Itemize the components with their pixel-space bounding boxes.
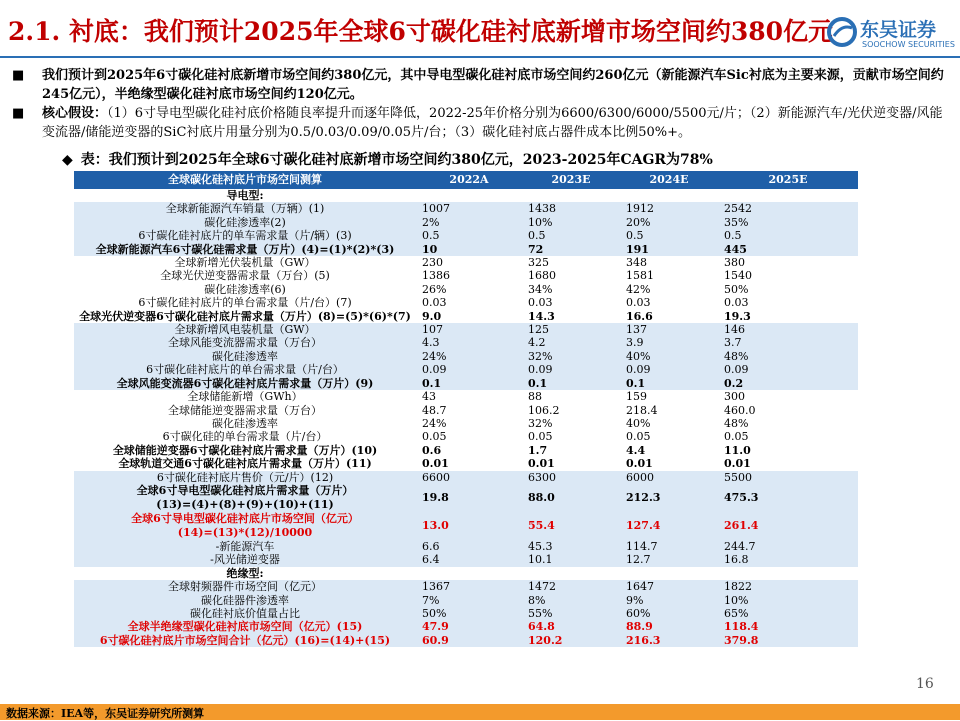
value-cell: 10% [718,594,858,607]
table-row [74,404,858,417]
value-cell: 6.4 [416,553,522,566]
value-cell: 1386 [422,269,450,283]
bullet-list [8,66,948,142]
value-cell: 5500 [718,471,858,484]
bullet-text: 我们预计到2025年6寸碳化硅衬底新增市场空间约380亿元，其中导电型碳化硅衬底市场空间约260亿元（新能源汽车Sic衬底为主要来源，贡献市场空间约245亿元），半绝缘型碳化硅衬底市场空间约120亿元。 [42,68,944,102]
value-cell: 3.9 [620,336,718,349]
page-number: 16 [916,676,934,692]
value-cell: 0.01 [724,457,751,471]
row-label-cell: 6寸碳化硅衬底片的单车需求量（片/辆）(3) [74,229,416,242]
value-cell: 0.05 [528,430,553,444]
value-cell: 1472 [522,580,620,593]
logo-name: 东吴证券 [860,19,937,41]
row-label-cell: 全球6寸导电型碳化硅衬底片市场空间（亿元） (14)=(13)*(12)/10000 [74,512,416,540]
value-cell: 16.6 [626,309,653,323]
row-label-cell: 6寸碳化硅衬底片市场空间合计（亿元）(16)=(14)+(15) [74,634,416,647]
header-cell: 全球碳化硅衬底片市场空间测算 [74,171,416,189]
value-cell: 1438 [522,202,620,215]
value-cell: 32% [522,350,620,363]
value-cell: 106.2 [528,403,560,417]
row-label-cell: 6寸碳化硅衬底片售价（元/片）(12) [74,471,416,484]
bullet-square-icon: ■ [12,68,25,83]
value-cell: 60.9 [416,634,522,647]
value-cell: 47.9 [416,620,522,633]
table-row [74,512,858,540]
value-cell: 6600 [416,471,522,484]
value-cell: 0.01 [626,457,653,471]
value-cell: 13.0 [416,512,522,540]
value-cell: 6000 [620,471,718,484]
table-row [74,620,858,633]
row-label-cell: 碳化硅渗透率 [74,350,416,363]
table-row [74,243,858,256]
table-row [74,430,858,443]
value-cell: 10.1 [522,553,620,566]
row-label-cell: 碳化硅渗透率(6) [204,282,286,296]
value-cell: 1822 [718,580,858,593]
value-cell: 191 [620,243,718,256]
value-cell: 48.7 [422,403,447,417]
value-cell: 216.3 [620,634,718,647]
value-cell: 7% [416,594,522,607]
value-cell: 9% [620,594,718,607]
value-cell: 50% [724,282,749,296]
value-cell: 212.3 [620,484,718,512]
value-cell: 4.4 [626,443,646,457]
row-label-cell: 全球新能源汽车销量（万辆）(1) [74,202,416,215]
table-row [74,457,858,470]
value-cell: 10% [522,216,620,229]
table-row [74,229,858,242]
value-cell: 20% [620,216,718,229]
row-label-cell: 全球储能逆变器需求量（万台） [168,403,322,417]
value-cell: 3.7 [718,336,858,349]
value-cell [718,189,858,202]
value-cell [718,567,858,580]
value-cell: 35% [718,216,858,229]
value-cell: 0.5 [416,229,522,242]
page-title: 2.1. 衬底：我们预计2025年全球6寸碳化硅衬底新增市场空间约380亿元 [8,17,834,46]
value-cell: 65% [718,607,858,620]
bullet-item [8,66,948,104]
value-cell: 0.1 [522,377,620,390]
value-cell: 348 [626,256,647,270]
value-cell: 45.3 [522,540,620,553]
value-cell: 0.09 [620,363,718,376]
value-cell: 0.09 [522,363,620,376]
table-row [74,269,858,282]
table-row [74,553,858,566]
table-row [74,336,858,349]
value-cell: 0.01 [528,457,555,471]
value-cell: 261.4 [718,512,858,540]
value-cell: 2542 [718,202,858,215]
source-note: 数据来源：IEA等，东吴证券研究所测算 [6,707,205,720]
table-row [74,390,858,403]
table-row [74,484,858,512]
row-label-cell: -新能源汽车 [74,540,416,553]
row-label-cell: 导电型: [226,189,264,202]
value-cell: 42% [626,282,651,296]
value-cell: 159 [626,390,647,404]
value-cell: 24% [422,416,447,430]
company-logo [826,14,956,54]
row-label-cell: 全球新增光伏装机量（GW） [174,256,316,270]
value-cell: 460.0 [724,403,756,417]
value-cell: 118.4 [718,620,858,633]
value-cell: 230 [422,256,443,270]
row-label-cell: 全球风能变流器6寸碳化硅衬底片需求量（万片）(9) [74,377,416,390]
table-row [74,594,858,607]
bullet-item [8,104,948,142]
bullet-lead: 核心假设： [42,106,108,121]
value-cell: 0.03 [528,296,553,310]
value-cell: 300 [724,390,745,404]
table-row [74,216,858,229]
value-cell [522,567,620,580]
value-cell: 60% [620,607,718,620]
value-cell: 1581 [626,269,654,283]
value-cell [522,189,620,202]
header-cell: 2025E [718,171,858,189]
row-label-cell: 碳化硅衬底价值量占比 [74,607,416,620]
row-label-cell: 碳化硅器件渗透率 [74,594,416,607]
value-cell: 127.4 [620,512,718,540]
row-label-cell: 全球新增风电装机量（GW） [74,323,416,336]
value-cell: 325 [528,256,549,270]
value-cell: 4.3 [416,336,522,349]
value-cell: 379.8 [718,634,858,647]
table-row [74,363,858,376]
table-row [74,540,858,553]
value-cell: 1.7 [528,443,548,457]
row-label-cell: 绝缘型: [226,566,264,580]
row-label-cell: 6寸碳化硅衬底片的单台需求量（片/台）(7) [138,296,352,310]
row-label-cell: 碳化硅渗透率 [212,416,278,430]
value-cell: 1367 [416,580,522,593]
value-cell: 34% [528,282,553,296]
header-cell: 2024E [620,171,718,189]
value-cell: 55% [522,607,620,620]
row-label-cell: 全球射频器件市场空间（亿元） [74,580,416,593]
row-label-cell: 全球轨道交通6寸碳化硅衬底片需求量（万片）(11) [118,457,372,471]
value-cell: 244.7 [718,540,858,553]
value-cell: 0.6 [422,443,442,457]
value-cell: 88 [528,390,542,404]
logo-mark-icon [826,16,858,48]
table-row [74,471,858,484]
table-row [74,283,858,296]
value-cell: 114.7 [620,540,718,553]
value-cell: 43 [422,390,436,404]
value-cell: 12.7 [620,553,718,566]
value-cell: 0.5 [718,229,858,242]
table-caption [62,149,713,169]
value-cell: 0.5 [522,229,620,242]
section-header-row [74,567,858,580]
bullet-text: （1）6寸导电型碳化硅衬底价格随良率提升而逐年降低，2022-25年价格分别为6600/6300/6000/5500元/片；（2）新能源汽车/光伏逆变器/风能变流器/储能逆变器的SiC衬底片用量分别为0.5/0.03/0.09/0.05片/台；（3）碳化硅衬底占器件成本比例50%+。 [42,106,943,140]
value-cell: 0.1 [416,377,522,390]
row-label-cell: 全球6寸导电型碳化硅衬底片需求量（万片） (13)=(4)+(8)+(9)+(10)+(11) [74,484,416,512]
table-caption-text: 表：我们预计到2025年全球6寸碳化硅衬底新增市场空间约380亿元，2023-2025年CAGR为78% [80,152,713,168]
market-size-table [74,171,858,647]
value-cell: 0.01 [422,457,449,471]
bullet-square-icon: ■ [12,106,25,121]
value-cell: 88.9 [620,620,718,633]
value-cell: 1007 [416,202,522,215]
value-cell: 32% [528,416,553,430]
row-label-cell: 全球储能新增（GWh） [187,390,303,404]
value-cell: 0.05 [724,430,749,444]
value-cell: 26% [422,282,447,296]
value-cell: 50% [416,607,522,620]
row-label-cell: 6寸碳化硅的单台需求量（片/台） [162,430,328,444]
row-label-cell: 全球储能逆变器6寸碳化硅衬底片需求量（万片）(10) [112,443,378,457]
value-cell: 24% [416,350,522,363]
value-cell: 6.6 [416,540,522,553]
value-cell: 4.2 [522,336,620,349]
value-cell: 1912 [620,202,718,215]
value-cell: 0.09 [416,363,522,376]
value-cell: 48% [718,350,858,363]
table-row [74,607,858,620]
value-cell [416,189,522,202]
value-cell: 0.2 [718,377,858,390]
value-cell: 0.09 [718,363,858,376]
value-cell: 445 [718,243,858,256]
value-cell: 0.03 [422,296,447,310]
value-cell: 48% [724,416,749,430]
value-cell: 146 [718,323,858,336]
value-cell: 0.05 [626,430,651,444]
value-cell: 64.8 [522,620,620,633]
row-label-cell: 全球光伏逆变器需求量（万台）(5) [160,269,330,283]
value-cell: 72 [522,243,620,256]
value-cell: 0.1 [620,377,718,390]
value-cell: 0.05 [422,430,447,444]
value-cell: 2% [416,216,522,229]
table-row [74,296,858,309]
table-row [74,417,858,430]
value-cell: 0.03 [626,296,651,310]
value-cell: 88.0 [522,484,620,512]
value-cell: 6300 [522,471,620,484]
header-cell: 2022A [416,171,522,189]
value-cell: 0.03 [724,296,749,310]
value-cell: 137 [620,323,718,336]
value-cell: 8% [522,594,620,607]
table-row [74,323,858,336]
value-cell: 11.0 [724,443,751,457]
diamond-bullet-icon: ◆ [62,152,73,168]
value-cell: 19.8 [416,484,522,512]
row-label-cell: 碳化硅渗透率(2) [74,216,416,229]
row-label-cell: -风光储逆变器 [74,553,416,566]
table-row [74,377,858,390]
value-cell: 40% [626,416,651,430]
value-cell: 40% [620,350,718,363]
logo-subtitle: SOOCHOW SECURITIES [862,40,955,49]
header-cell: 2023E [522,171,620,189]
value-cell: 19.3 [724,309,751,323]
header-divider [0,56,960,58]
value-cell: 16.8 [718,553,858,566]
table-header-row [74,171,858,189]
value-cell [416,567,522,580]
value-cell [620,567,718,580]
value-cell: 125 [522,323,620,336]
table-row [74,256,858,269]
value-cell: 0.5 [620,229,718,242]
table-row [74,310,858,323]
value-cell: 380 [724,256,745,270]
value-cell: 9.0 [422,309,442,323]
value-cell: 10 [416,243,522,256]
table-row [74,202,858,215]
row-label-cell: 全球新能源汽车6寸碳化硅需求量（万片）(4)=(1)*(2)*(3) [74,243,416,256]
value-cell: 120.2 [522,634,620,647]
value-cell [620,189,718,202]
row-label-cell: 全球半绝缘型碳化硅衬底市场空间（亿元）(15) [74,620,416,633]
table-row [74,444,858,457]
row-label-cell: 全球光伏逆变器6寸碳化硅衬底片需求量（万片）(8)=(5)*(6)*(7) [79,309,411,323]
section-header-row [74,189,858,202]
row-label-cell: 6寸碳化硅衬底片的单台需求量（片/台） [74,363,416,376]
value-cell: 55.4 [522,512,620,540]
value-cell: 107 [416,323,522,336]
value-cell: 218.4 [626,403,658,417]
value-cell: 1647 [620,580,718,593]
table-row [74,350,858,363]
value-cell: 1680 [528,269,556,283]
row-label-cell: 全球风能变流器需求量（万台） [74,336,416,349]
value-cell: 1540 [724,269,752,283]
table-row [74,634,858,647]
value-cell: 475.3 [718,484,858,512]
table-row [74,580,858,593]
value-cell: 14.3 [528,309,555,323]
